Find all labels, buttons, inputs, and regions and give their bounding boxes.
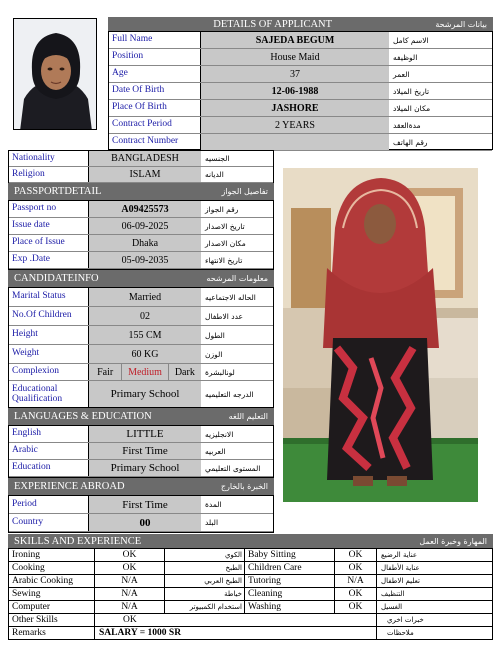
- basic-label: Nationality: [9, 151, 89, 166]
- passport-value: Dhaka: [89, 235, 201, 251]
- applicant-label: Contract Number: [109, 134, 201, 150]
- passport-label: Passport no: [9, 201, 89, 217]
- experience-label: Period: [9, 496, 89, 513]
- passport-title: PASSPORTDETAIL: [14, 186, 102, 197]
- candidate-value: 02: [89, 307, 201, 325]
- experience-row: [9, 514, 273, 532]
- applicant-table: [108, 31, 493, 150]
- applicant-title: DETAILS OF APPLICANT: [213, 18, 333, 30]
- passport-ar: رقم الجواز: [205, 204, 239, 214]
- skill-row: [9, 588, 493, 601]
- applicant-label: Date Of Birth: [109, 83, 201, 99]
- candidate-row: [9, 288, 273, 307]
- passport-ar: مكان الاصدار: [205, 238, 246, 248]
- passport-ar: تاريخ الاصدار: [205, 221, 245, 231]
- skill-ar: عناية الأطفال: [377, 562, 493, 575]
- applicant-value: SAJEDA BEGUM: [201, 32, 389, 48]
- applicant-row: [109, 83, 492, 100]
- skill-value: N/A: [335, 575, 377, 588]
- other-skills-ar: خبرات اخري: [377, 614, 493, 627]
- applicant-row: [109, 66, 492, 83]
- experience-value: First Time: [89, 496, 201, 513]
- complexion-label: Complexion: [9, 364, 89, 380]
- applicant-ar: العمر: [393, 69, 410, 79]
- applicant-value: 2 YEARS: [201, 117, 389, 133]
- experience-row: [9, 496, 273, 514]
- complexion-medium: Medium: [122, 364, 168, 380]
- skill-ar: الطبخ: [165, 562, 245, 575]
- basic-table: [8, 150, 274, 183]
- passport-row: [9, 218, 273, 235]
- passport-label: Place of Issue: [9, 235, 89, 251]
- applicant-label: Place Of Birth: [109, 100, 201, 116]
- candidate-label: Marital Status: [9, 288, 89, 306]
- passport-label: Exp .Date: [9, 252, 89, 268]
- basic-label: Religion: [9, 167, 89, 182]
- skill-name: Tutoring: [245, 575, 335, 588]
- applicant-row: [109, 49, 492, 66]
- language-ar: الانجليزيه: [205, 429, 234, 439]
- skill-value: N/A: [95, 575, 165, 588]
- skill-name: Baby Sitting: [245, 549, 335, 562]
- applicant-ar: مدةالعقد: [393, 120, 421, 130]
- skills-title: SKILLS AND EXPERIENCE: [14, 535, 142, 547]
- experience-table: [8, 495, 274, 533]
- qualification-ar: الدرجه التعليميه: [205, 389, 254, 399]
- skill-value: OK: [95, 562, 165, 575]
- skill-value: OK: [95, 549, 165, 562]
- applicant-row: [109, 32, 492, 49]
- applicant-label: Contract Period: [109, 117, 201, 133]
- candidate-label: Weight: [9, 345, 89, 363]
- basic-value: ISLAM: [89, 167, 201, 182]
- language-value: First Time: [89, 443, 201, 459]
- candidate-value: 155 CM: [89, 326, 201, 344]
- candidate-title: CANDIDATEINFO: [14, 273, 99, 284]
- language-label: English: [9, 426, 89, 442]
- skill-ar: الغسيل: [377, 601, 493, 614]
- skill-ar: تعليم الاطفال: [377, 575, 493, 588]
- language-label: Arabic: [9, 443, 89, 459]
- applicant-label: Full Name: [109, 32, 201, 48]
- passport-title-ar: تفاصيل الجواز: [221, 187, 268, 196]
- skill-row: [9, 601, 493, 614]
- language-ar: المستوى التعليمي: [205, 463, 261, 473]
- applicant-value: 12-06-1988: [201, 83, 389, 99]
- complexion-dark: Dark: [174, 366, 195, 378]
- basic-row: [9, 151, 273, 167]
- qualification-label: Educational Qualification: [9, 381, 89, 407]
- other-skills-value: OK: [95, 614, 377, 627]
- language-value: LITTLE: [89, 426, 201, 442]
- applicant-ar: مكان الميلاد: [393, 103, 431, 113]
- applicant-header: [108, 17, 493, 31]
- basic-row: [9, 167, 273, 183]
- candidate-title-ar: معلومات المرشحه: [206, 274, 268, 283]
- applicant-value: House Maid: [201, 49, 389, 65]
- candidate-ar: الوزن: [205, 349, 223, 359]
- language-row: [9, 426, 273, 443]
- basic-ar: الديانه: [205, 170, 224, 179]
- applicant-value: JASHORE: [201, 100, 389, 116]
- candidate-value: Married: [89, 288, 201, 306]
- passport-photo: [13, 18, 97, 130]
- full-body-photo: [283, 168, 478, 502]
- basic-ar: الجنسيه: [205, 154, 230, 163]
- skill-ar: التنظيف: [377, 588, 493, 601]
- candidate-label: No.Of Children: [9, 307, 89, 325]
- candidate-ar: الحاله الاجتماعيه: [205, 292, 256, 302]
- experience-header: [8, 478, 274, 495]
- skills-header: [8, 534, 493, 548]
- passport-label: Issue date: [9, 218, 89, 234]
- candidate-row: [9, 307, 273, 326]
- applicant-row: [109, 117, 492, 134]
- remarks-row: [9, 627, 493, 640]
- qualification-value: Primary School: [89, 381, 201, 407]
- qualification-row: [9, 381, 273, 407]
- experience-label: Country: [9, 514, 89, 531]
- other-skills-row: [9, 614, 493, 627]
- skill-name: Arabic Cooking: [9, 575, 95, 588]
- complexion-ar: لونالبشرة: [205, 367, 235, 377]
- experience-ar: المدة: [205, 500, 222, 509]
- applicant-ar: الوظيفه: [393, 52, 418, 62]
- applicant-row: [109, 134, 492, 151]
- language-row: [9, 443, 273, 460]
- skill-name: Computer: [9, 601, 95, 614]
- passport-value: 06-09-2025: [89, 218, 201, 234]
- basic-value: BANGLADESH: [89, 151, 201, 166]
- remarks-ar: ملاحظات: [377, 627, 493, 640]
- passport-ar: تاريخ الانتهاء: [205, 255, 243, 265]
- languages-title-ar: التعليم اللغه: [228, 412, 268, 421]
- languages-table: [8, 425, 274, 478]
- skill-row: [9, 562, 493, 575]
- language-row: [9, 460, 273, 477]
- experience-value: 00: [89, 514, 201, 531]
- candidate-row: [9, 345, 273, 364]
- passport-header: [8, 183, 274, 200]
- skill-name: Children Care: [245, 562, 335, 575]
- applicant-ar: الاسم كامل: [393, 35, 429, 45]
- passport-table: [8, 200, 274, 270]
- language-value: Primary School: [89, 460, 201, 476]
- candidate-value: 60 KG: [89, 345, 201, 363]
- complexion-fair: Fair: [89, 364, 122, 380]
- skill-value: OK: [335, 601, 377, 614]
- remarks-value: SALARY = 1000 SR: [95, 627, 377, 640]
- skill-name: Cooking: [9, 562, 95, 575]
- applicant-value: [201, 134, 389, 150]
- candidate-ar: الطول: [205, 330, 225, 340]
- applicant-label: Position: [109, 49, 201, 65]
- candidate-ar: عدد الاطفال: [205, 311, 243, 321]
- applicant-row: [109, 100, 492, 117]
- candidate-label: Height: [9, 326, 89, 344]
- applicant-label: Age: [109, 66, 201, 82]
- skill-value: OK: [335, 588, 377, 601]
- languages-title: LANGUAGES & EDUCATION: [14, 411, 152, 422]
- experience-title: EXPERIENCE ABROAD: [14, 481, 125, 492]
- passport-value: 05-09-2035: [89, 252, 201, 268]
- candidate-row: [9, 326, 273, 345]
- remarks-label: Remarks: [9, 627, 95, 640]
- skill-value: OK: [335, 549, 377, 562]
- skill-value: OK: [335, 562, 377, 575]
- skill-ar: استخدام الكمبيوتر: [165, 601, 245, 614]
- passport-row: [9, 252, 273, 269]
- candidate-table: [8, 287, 274, 408]
- skill-name: Cleaning: [245, 588, 335, 601]
- candidate-header: [8, 270, 274, 287]
- applicant-value: 37: [201, 66, 389, 82]
- skill-ar: خياطة: [165, 588, 245, 601]
- language-ar: العربيه: [205, 446, 226, 456]
- applicant-ar: تاريخ الميلاد: [393, 86, 430, 96]
- skill-name: Sewing: [9, 588, 95, 601]
- skill-ar: عناية الرضيع: [377, 549, 493, 562]
- experience-title-ar: الخبرة بالخارج: [220, 482, 268, 491]
- skill-name: Washing: [245, 601, 335, 614]
- skill-name: Ironing: [9, 549, 95, 562]
- complexion-row: [9, 364, 273, 381]
- skills-title-ar: المهارة وخبرة العمل: [419, 536, 487, 546]
- skill-value: N/A: [95, 588, 165, 601]
- applicant-ar: رقم الهاتف: [393, 137, 428, 147]
- skill-ar: الكوي: [165, 549, 245, 562]
- passport-row: [9, 235, 273, 252]
- skill-value: N/A: [95, 601, 165, 614]
- experience-ar: البلد: [205, 518, 219, 527]
- skill-row: [9, 549, 493, 562]
- language-label: Education: [9, 460, 89, 476]
- other-skills-label: Other Skills: [9, 614, 95, 627]
- languages-header: [8, 408, 274, 425]
- passport-row: [9, 201, 273, 218]
- applicant-title-ar: بيانات المرشحة: [435, 19, 487, 29]
- passport-value: A09425573: [89, 201, 201, 217]
- skill-row: [9, 575, 493, 588]
- skills-table: [8, 548, 493, 640]
- skill-ar: الطبخ العربي: [165, 575, 245, 588]
